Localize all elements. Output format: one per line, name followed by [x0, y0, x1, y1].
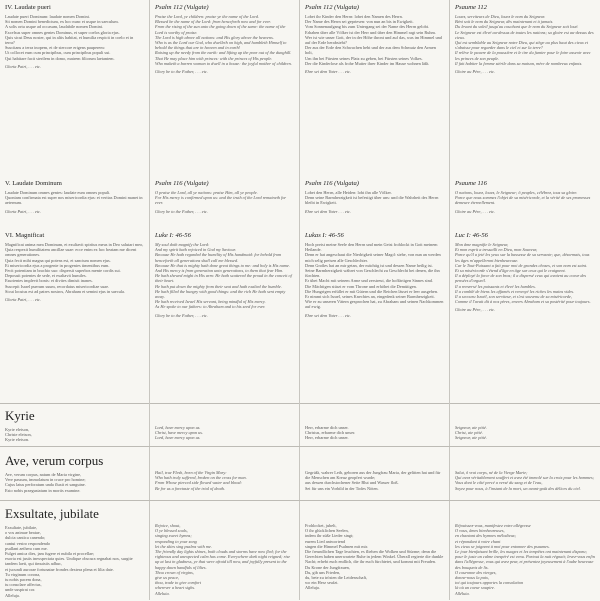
section-text: Lobet ihr Kinder den Herrn: lobet den Namen des Herrn. Der Name des Herrn sei gepriesen: von nun an bis in Ewigkeit. Vom Sonnenaufgang bis zum Untergang sei der Name des Herrn gelobt. Erhaben über alle Völker ist der Herr und über den Himmel ragt sein Ruhm. Wer ist wie unser Gott, der in der Höhe thront und auf das, was im Himmel und auf der Erde herabsieht? Der aus der Erde den Schwachen hebt und der aus dem Schmutz den Armen holt, Um ihn bei Fürsten seines Platz zu geben, bei Fürsten seines Volkes. Der die Kinderlose als frohe Mutter ihrer Kinder im Hause wohnen läßt. — [305, 14, 442, 66]
section-title: Psalm 112 (Vulgate) — [155, 4, 209, 11]
column-german — [300, 0, 450, 400]
exsultate-title: Exsultate, jubilate — [5, 506, 99, 521]
doxology: Gloire au Père, . . . etc. — [455, 208, 496, 214]
section-magnificat-french — [455, 232, 595, 313]
section-ave-french — [455, 470, 595, 494]
section-exsultate-french — [455, 523, 595, 599]
section-title: Psalm 116 (Vulgata) — [305, 180, 359, 187]
section-laudate-dominum-english — [155, 180, 294, 214]
section-kyrie-latin — [5, 408, 144, 446]
section-laudate-pueri-german — [305, 4, 444, 74]
section-laudate-pueri-french — [455, 4, 595, 74]
section-text: Praise the Lord, ye children: praise ye the name of the Lord. Blessed be the name of the Lord: from henceforth now and for ever. From the rising of the sun unto the going down of the same: the name of the Lord is worthy of praise. The Lord is high above all nations: and His glory above the heavens. Who is as the Lord our God, who dwelleth on high, and humbleth Himself to behold the things that are in heaven and in earth! Raising up the needy from the earth: and lifting up the poor out of the dunghill. That He may place him with princes: with the princes of His people. Who maketh a barren woman to dwell in a house: the joyful mother of children. — [155, 14, 292, 66]
section-text: Laudate Dominum omnes gentes: laudate eum omnes populi. Quoniam confirmata est super nos misericordia ejus: et veritas Domini manet in aeternum. — [5, 190, 143, 206]
section-magnificat-german — [305, 232, 444, 318]
section-magnificat-english — [155, 232, 294, 318]
column-french — [450, 0, 600, 400]
section-title: Psalm 116 (Vulgate) — [155, 180, 209, 187]
column-latin — [0, 0, 150, 400]
ave-german-text: Gegrüßt, wahrer Leib, geboren aus der Jungfrau Maria, der gelitten hat und für die Menschen am Kreuz geopfert wurde; aus dessen durchstochener Seite Blut und Wasser floß. Sei für uns ein Vorbild in der Todes Nöten. — [305, 470, 441, 491]
kyrie-german-text: Herr, erbarme dich unser. Christus, erbarme dich unser. Herr, erbarme dich unser. — [305, 425, 356, 441]
divider — [0, 500, 600, 501]
kyrie-latin-text: Kyrie eleison, Christe eleison, Kyrie eleison. — [5, 427, 32, 443]
doxology: Ehre sei dem Vater . . . etc. — [305, 69, 352, 75]
section-text: Louez, serviteurs de Dieu, louez le nom du Seigneur. Béni soit le nom du Seigneur, dès maintenant et à jamais. Du levant du soleil jusqu'au couchant que le nom du Seigneur soit loué. Le Seigneur est élevé au-dessus de toutes les nations; sa gloire est au-dessus des cieux. Qui est semblable au Seigneur notre Dieu, qui siège au plus haut des cieux et s'abaisse pour regarder dans le ciel et sur la terre? Il relève le pauvre de la poussière et le tire du fumier pour le faire asseoir avec les princes de son peuple. Il fait habiter la femme stérile dans sa maison, mère de nombreux enfants. — [455, 14, 594, 66]
kyrie-french-text: Seigneur, aie pitié. Christ, aie pitié. Seigneur, aie pitié. — [455, 425, 487, 441]
exsultate-latin-text: Exsultate, jubilate, o vos animae beatae, dulcia cantica canendo; cantui vestro respondendo psallant aethera cum me. Fulget amica dies, jam fugere et nubila et procellae; exorta est justis inexspectata quies. Undique obscura regnabat nox, surgite tandem laeti, qui timuistis adhuc, et jucundi aurorae fortunatae frondes dextera plena et lilia date. Tu virginum corona, tu nobis pacem dona, tu consolare affectus, unde suspirat cor. Alleluja. — [5, 525, 133, 598]
doxology: Gloria Patri, . . . etc. — [5, 208, 42, 214]
section-magnificat-latin — [5, 232, 144, 302]
section-title: Lukas I: 46-56 — [305, 232, 344, 239]
doxology: Gloria Patri, . . . etc. — [5, 297, 42, 303]
divider — [0, 446, 600, 447]
section-kyrie-french — [455, 425, 595, 444]
section-laudate-dominum-german — [305, 180, 444, 214]
section-text: O praise the Lord, all ye nations: praise Him, all ye people. For His mercy is confirmed upon us: and the truth of the Lord remaineth for ever. — [155, 190, 287, 206]
section-title: Psaume 112 — [455, 4, 487, 11]
section-exsultate-german — [305, 523, 444, 594]
doxology: Gloire au Père, . . . etc. — [455, 307, 496, 313]
column-english — [150, 0, 300, 400]
section-exsultate-latin — [5, 506, 144, 601]
section-text: Laudate pueri Dominum: laudate nomen Domini. Sit nomen Domini benedictum, ex hoc nunc et usque in saeculum. A solis ortu usque ad occasum, laudabile nomen Domini. Excelsus super omnes gentes Dominus, et super coelos gloria ejus. Quis sicut Deus noster, qui in altis habitat, et humilia respicit in coelo et in terra? Suscitans a terra inopem, et de stercore erigens pauperem: Ut collocet eum cum principibus, cum principibus populi sui. Qui habitare facit sterilem in domo, matrem filiorum laetantem. — [5, 14, 134, 61]
section-title: IV. Laudate pueri — [5, 4, 51, 11]
section-kyrie-english — [155, 425, 294, 444]
kyrie-english-text: Lord, have mercy upon us. Christ, have mercy upon us. Lord, have mercy upon us. — [155, 425, 204, 441]
section-laudate-pueri-latin — [5, 4, 144, 69]
doxology: Ehre sei dem Vater . . . etc. — [305, 208, 352, 214]
section-ave-german — [305, 470, 444, 494]
section-exsultate-english — [155, 523, 294, 599]
doxology: Gloria Patri, . . . etc. — [5, 63, 42, 69]
section-text: My soul doth magnify the Lord: And my spirit hath rejoiced in God my Saviour. Because He hath regarded the humility of His handmaid: for behold from henceforth all generations shall call me blessed. Because He that is mighty hath done great things to me: and holy is His name. And His mercy is from generation unto generations, to them that fear Him. He hath shewed might in His arm: He hath scattered the proud in the conceit of their heart. He hath put down the mighty from their seat and hath exalted the humble. He hath filled the hungry with good things: and the rich He hath sent empty away. He hath received Israel His servant, being mindful of His mercy. As He spoke to our fathers: to Abraham and to his seed for ever. — [155, 242, 292, 310]
section-ave-english — [155, 470, 294, 494]
section-laudate-pueri-english — [155, 4, 294, 74]
ave-latin-text: Ave, verum corpus, natum de Maria virgine, Vere passum, immolatum in cruce pro homine; Cujus latus perforatum unda fluxit et sanguine. Esto nobis praegustatum in mortis examine. — [5, 472, 86, 493]
section-title: Luc I: 46-56 — [455, 232, 488, 239]
ave-title: Ave, verum corpus — [5, 453, 104, 468]
section-text: Magnificat anima mea Dominum, et exultavit spiritus meus in Deo salutari meo, Quia respexit humilitatem ancillae suae: ecce enim ex hoc beatam me dicent omnes generationes. Quia fecit mihi magna qui potens est, et sanctum nomen ejus. Et misericordia ejus a progenie in progenies timentibus eum. Fecit potentiam in brachio suo: dispersit superbos mente cordis sui. Deposuit potentes de sede, et exaltavit humiles. Esurientes implevit bonis: et divites dimisit inanes. Suscepit Israel puerum suum, recordatus misericordiae suae. Sicut locutus est ad patres nostros, Abraham et semini ejus in saecula. — [5, 242, 144, 294]
section-text: Hoch preist meine Seele den Herrn und mein Geist frohlockt in Gott meinem Heilande. Denn er hat angeschaut die Niedrigkeit seiner Magd: siehe, von nun an werden mich selig preisen alle Geschlechter. Denn Großes hat an mir getan, der mächtig ist und dessen Name heilig ist. Seine Barmherzigkeit währet von Geschlecht zu Geschlecht bei denen, die ihn fürchten. Er übet Macht mit seinem Arme und zerstreut, die hoffärtigen Sinnes sind. Die Mächtigen stürzt er vom Throne und erhöhet die Demütigen. Die Hungrigen erfüllet er mit Gütern und die Reichen lässet er leer ausgehen. Er nimmt sich Israel, seines Knechtes an, eingedenk seiner Barmherzigkeit. Wie er zu unseren Vätern gesprochen hat, zu Abraham und seinen Nachkommen auf ewig. — [305, 242, 444, 310]
section-laudate-dominum-latin — [5, 180, 144, 214]
doxology: Glory be to the Father, . . . etc. — [155, 208, 208, 214]
doxology: Glory be to the Father, . . . etc. — [155, 69, 208, 75]
section-title: V. Laudate Dominum — [5, 180, 62, 187]
section-title: VI. Magnificat — [5, 232, 45, 239]
kyrie-title: Kyrie — [5, 408, 35, 423]
section-ave-latin — [5, 453, 144, 496]
doxology: Ehre sei dem Vater . . . etc. — [305, 312, 352, 318]
section-text: Mon âme magnifie le Seigneur, Et mon esprit a tressailli en Dieu, mon Sauveur, Parce qu'il a jeté les yeux sur la bassesse de sa servante; que, désormais, tous les âges m'appelleront bienheureuse. Car le Tout-Puissant a fait pour moi de grandes choses, et son nom est saint. Et sa miséricorde s'étend d'âge en âge sur ceux qui le craignent. Il a déployé la force de son bras; il a dispersé ceux qui avaient au coeur des pensées d'orgueil. Il a renversé les puissants et élevé les humbles. Il a comblé de biens les affamés et renvoyé les riches les mains vides. Il a secouru Israël, son serviteur, et s'est souvenu de sa miséricorde, Comme il l'avait dit à nos pères, envers Abraham et sa postérité pour toujours. — [455, 242, 591, 305]
ave-english-text: Hail, true Flesh, born of the Virgin Mary: Who hath truly suffered, broken on the cross for man. From Whose pierced side flowed water and blood: Be for us a foretaste of the trial of death. — [155, 470, 247, 491]
exsultate-german-text: Frohlocket, jubelt, O ihr glücklichen Seelen, indem ihr süße Lieder singt; eurem Lied antwortend singen die Himmel Psalmen mit mir. Die freundlichen Tage leuchten, es fliehen die Wolken und Stürme; denn die Gerechten haben unerwartete Ruhe in jedem Winkel. Überall regierte die dunkle Nacht; erhebt euch endlich, die ihr euch fürchtetet, und kommt mit Freuden. Du Krone der Jungfrauen, Du, gib uns Frieden, du, bete zu trösten die Leidenschaft, wo ein Herz seufzt. Alleluja. — [305, 523, 444, 591]
section-title: Psaume 116 — [455, 180, 487, 187]
section-kyrie-german — [305, 425, 444, 444]
exsultate-english-text: Rejoice, shout, O ye blessed souls, singing sweet hymns; responding to your song let the skies sing psalms with me. The friendly day lights shines, both clouds and storms have now fled; for the righteous and unexpected calm has come. Everywhere dark night reigned; rise up at last in gladness, ye that were afraid till now, and joyfully present to the happy dawn handfuls of lilies. Thou crown of virgins, give us peace, thou, trade to give comfort wherever a heart sighs. Alleluia. — [155, 523, 291, 596]
section-title: Psalm 112 (Vulgata) — [305, 4, 359, 11]
section-text: Lobet den Herrn, alle Heiden: lobt ihn alle Völker. Denn seine Barmherzigkeit ist befestigt über uns: und die Wahrheit des Herrn bleibt in Ewigkeit. — [305, 190, 439, 206]
ave-french-text: Salut, ô vrai corps, né de la Vierge Marie; Qui avez véritablement souffert et avez été immolé sur la croix pour les hommes; Vous dont le côté percé a versé du sang et de l'eau, Soyez pour nous, à l'instant de la mort, un avant-goût des délices du ciel. — [455, 470, 595, 491]
section-title: Luke I: 46-56 — [155, 232, 191, 239]
section-laudate-dominum-french — [455, 180, 595, 214]
section-text: O nations, louez, louez, le Seigneur; ô peuples, célébrez, tous sa gloire. Parce que nous sommes l'objet de sa miséricorde, et la vérité de ses promesses demeure éternellement. — [455, 190, 591, 206]
doxology: Gloire au Père, . . . etc. — [455, 69, 496, 75]
exsultate-french-text: Réjouissez-vous, manifestez votre allégresse O vous, âmes bienheureuses, en chantant des hymnes mélodieux; et répondant à votre chant les cieux se joignent à moi pour entonner des psaumes. Le jour bienfaisant brille, les nuages et les tempêtes ont maintenant disparu; pour le juste un calme inespéré est venu. Partout la nuit régnait; levez-vous enfin dans l'allégresse, vous qui avez peur, et présentez joyeusement à l'aube heureuse des bouquets de lis. O couronne des vierges, donne-nous la paix, toi qui toujours apportes la consolation là où un coeur soupire. Alléluia. — [455, 523, 595, 596]
doxology: Glory be to the Father, . . . etc. — [155, 312, 208, 318]
